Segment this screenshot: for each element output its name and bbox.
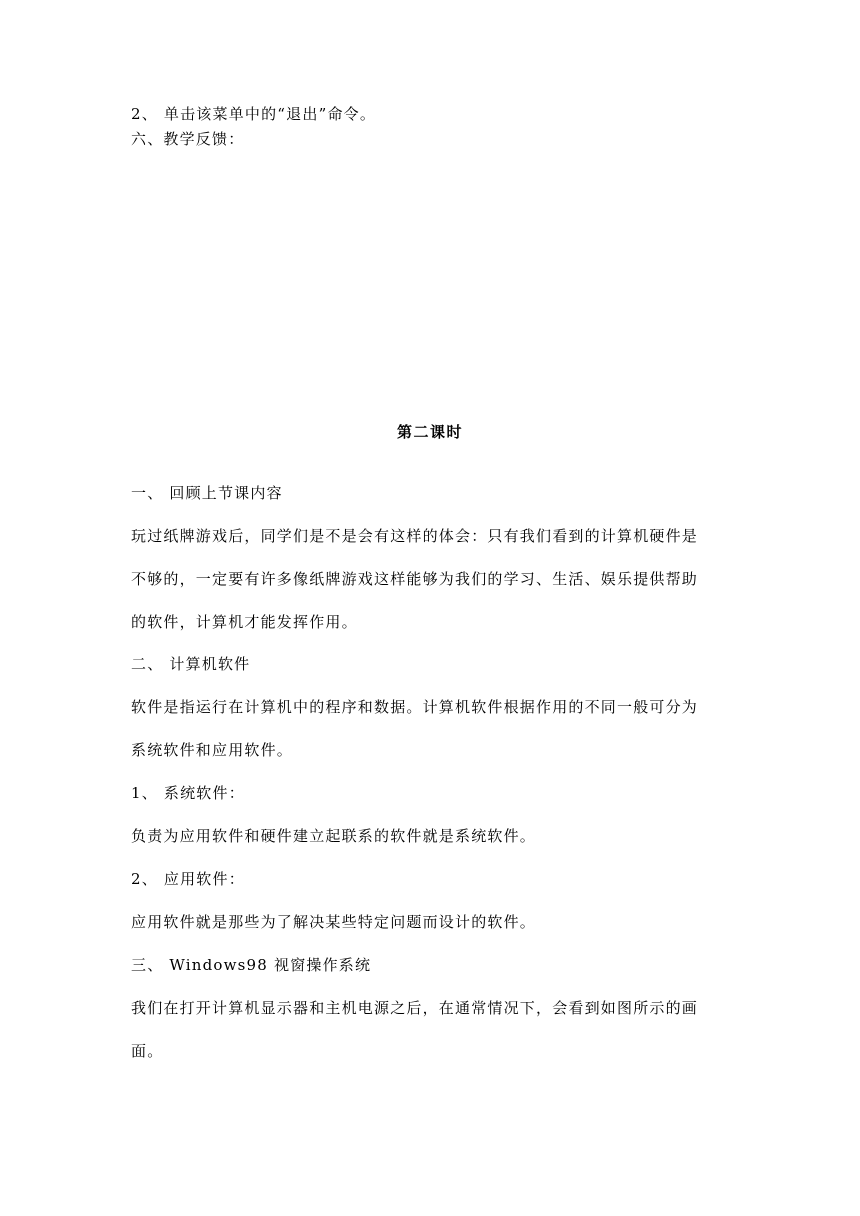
heading-windows98: 三、 Windows98 视窗操作系统 — [131, 956, 372, 974]
heading-application-software: 2、 应用软件： — [131, 870, 245, 888]
paragraph-line: 负责为应用软件和硬件建立起联系的软件就是系统软件。 — [131, 827, 537, 845]
paragraph-line: 不够的，一定要有许多像纸牌游戏这样能够为我们的学习、生活、娱乐提供帮助 — [131, 570, 699, 588]
paragraph-line: 我们在打开计算机显示器和主机电源之后，在通常情况下，会看到如图所示的画 — [131, 999, 699, 1017]
step-exit-command: 2、 单击该菜单中的“退出”命令。 — [131, 105, 377, 123]
paragraph-line: 系统软件和应用软件。 — [131, 741, 294, 759]
heading-system-software: 1、 系统软件： — [131, 784, 245, 802]
paragraph-line: 应用软件就是那些为了解决某些特定问题而设计的软件。 — [131, 913, 537, 931]
paragraph-line: 软件是指运行在计算机中的程序和数据。计算机软件根据作用的不同一般可分为 — [131, 698, 699, 716]
paragraph-line: 面。 — [131, 1042, 164, 1060]
section-title: 第二课时 — [396, 423, 463, 441]
teaching-feedback-heading: 六、教学反馈： — [131, 130, 245, 148]
heading-computer-software: 二、 计算机软件 — [131, 655, 251, 673]
paragraph-line: 的软件，计算机才能发挥作用。 — [131, 613, 358, 631]
paragraph-line: 玩过纸牌游戏后，同学们是不是会有这样的体会：只有我们看到的计算机硬件是 — [131, 527, 699, 545]
heading-review: 一、 回顾上节课内容 — [131, 484, 283, 502]
